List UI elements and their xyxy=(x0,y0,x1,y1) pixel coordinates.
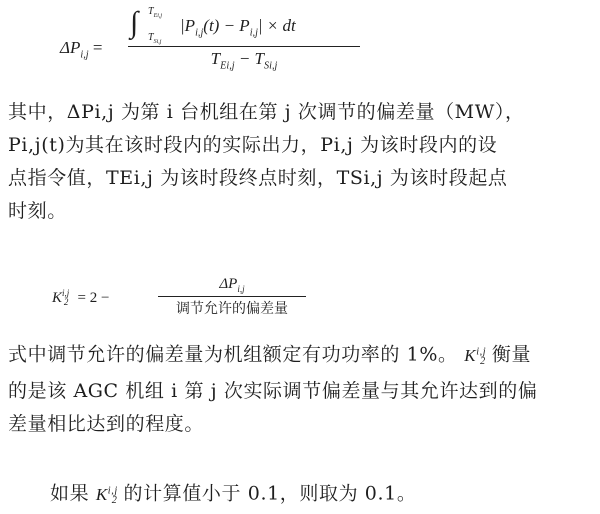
integral-sign: ∫ xyxy=(130,6,139,39)
formula-delta-p-lhs: $\Delta P_{i,j}$ = xyxy=(60,38,103,61)
text-line: Pi,j(t)为其在该时段内的实际出力，Pi,j 为该时段内的设 xyxy=(8,134,498,156)
k2-symbol: K$^{i,j}$2 xyxy=(464,345,487,367)
formula-delta-p-denominator: $T_{Ei,j} - T_{Si,j}$ xyxy=(210,49,278,72)
text-line: 式中调节允许的偏差量为机组额定有功功率的 1%。 K$^{i,j}$2 衡量 xyxy=(8,343,532,367)
formula-k2-lhs: K$^{i,j}$2 = 2 − xyxy=(52,288,110,307)
k2-symbol: K$^{i,j}$2 xyxy=(95,484,118,506)
paragraph-rule: 如果 K$^{i,j}$2 的计算值小于 0.1，则取为 0.1。 xyxy=(50,482,417,506)
paragraph-definitions xyxy=(8,96,594,228)
formula-delta-p-numerator xyxy=(128,8,360,46)
formula-k2-denominator: 调节允许的偏差量 xyxy=(176,301,288,317)
text-line: 点指令值，TEi,j 为该时段终点时刻，TSi,j 为该时段起点 xyxy=(8,167,508,189)
formula-k2-fraction xyxy=(158,276,306,318)
integral-lower-limit: $T_{Si,j}$ xyxy=(148,32,162,45)
formula-k2-numerator: $\Delta P_{i,j}$ xyxy=(219,276,245,294)
paragraph-explanation xyxy=(8,335,594,441)
integral-upper-limit: $T_{Ei,j}$ xyxy=(148,6,163,19)
text-line: 的是该 AGC 机组 i 第 j 次实际调节偏差量与其允许达到的偏 xyxy=(8,379,538,402)
text-line: 差量相比达到的程度。 xyxy=(8,412,205,435)
formula-delta-p-fraction xyxy=(128,8,360,71)
integrand: $|P_{i,j}(t) - P_{i,j}|$ × dt xyxy=(180,16,296,39)
text-line: 其中，ΔPi,j 为第 i 台机组在第 j 次调节的偏差量（MW）， xyxy=(8,101,525,123)
text-line: 时刻。 xyxy=(8,200,67,222)
